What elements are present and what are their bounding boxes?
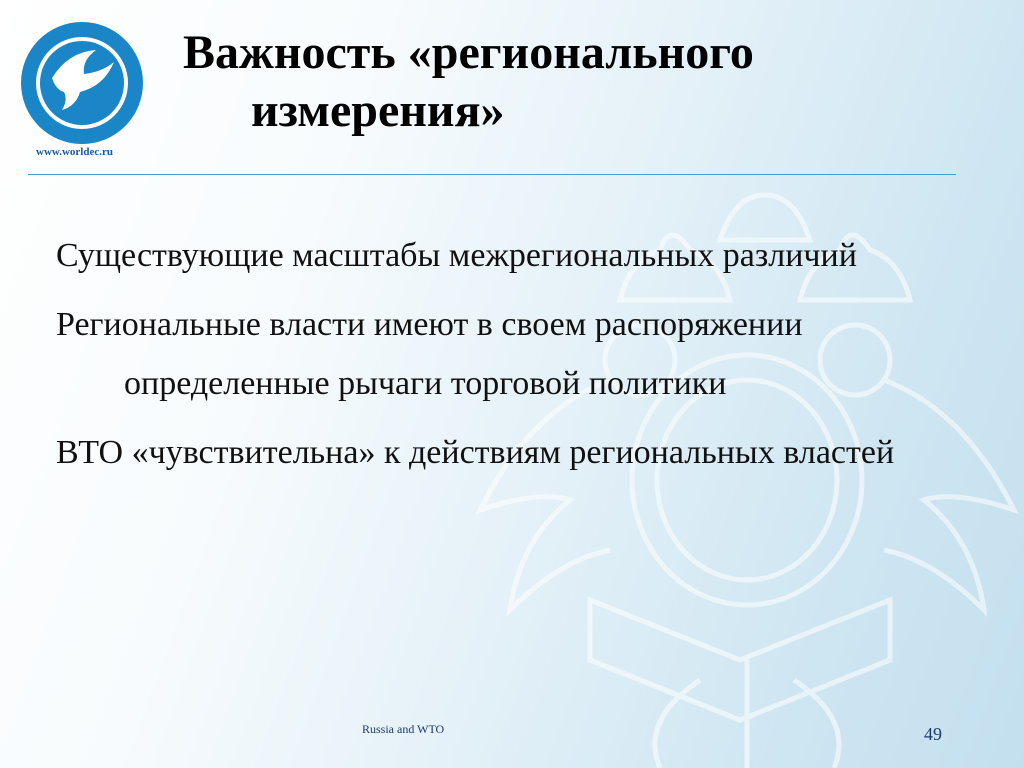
bullet-item: ВТО «чувствительна» к действиям региональных властей: [56, 434, 895, 471]
site-url[interactable]: www.worldec.ru: [36, 146, 113, 158]
university-logo: [18, 20, 146, 146]
footer-text: Russia and WTO: [362, 722, 445, 736]
page-number: 49: [924, 724, 942, 744]
title-line-2: измерения»: [251, 84, 505, 137]
bullet-item: Существующие масштабы межрегиональных различий: [56, 237, 857, 274]
slide-title: [183, 24, 943, 140]
title-line-1: Важность «регионального: [183, 26, 754, 79]
title-divider: [28, 174, 956, 175]
bullet-item: Региональные власти имеют в своем распоряжении определенные рычаги торговой политики: [56, 306, 803, 402]
bullet-list: [56, 226, 1006, 492]
